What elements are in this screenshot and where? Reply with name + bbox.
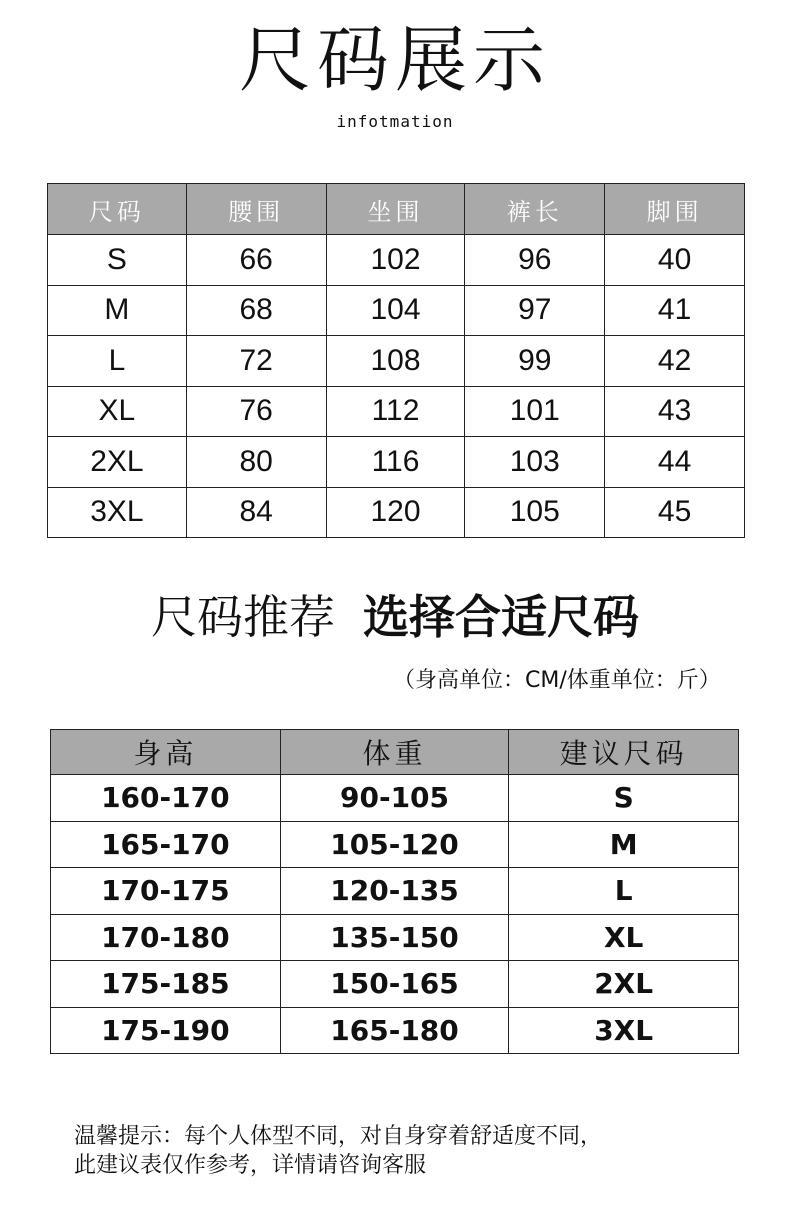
- table-cell: 105-120: [280, 821, 509, 868]
- table-row: [51, 775, 739, 822]
- table-cell: 150-165: [280, 961, 509, 1008]
- unit-note: （身高单位：CM/体重单位：斤）: [393, 668, 721, 693]
- table-cell: 175-185: [51, 961, 281, 1008]
- table-cell: S: [509, 775, 739, 822]
- recommend-title-left: 尺码推荐: [151, 590, 335, 644]
- table-cell: 42: [605, 336, 745, 387]
- recommend-header-row: [51, 730, 739, 775]
- table-cell: 112: [326, 386, 465, 437]
- table-cell: 66: [186, 235, 326, 286]
- table-cell: M: [48, 285, 187, 336]
- table-row: [51, 821, 739, 868]
- table-cell: 104: [326, 285, 465, 336]
- recommend-title: [0, 587, 790, 647]
- table-cell: S: [48, 235, 187, 286]
- table-row: [51, 1007, 739, 1054]
- table-cell: 108: [326, 336, 465, 387]
- table-row: [48, 386, 745, 437]
- page-title: 尺码展示: [238, 18, 551, 102]
- recommend-header-cell: 身高: [51, 730, 281, 775]
- table-cell: 101: [465, 386, 605, 437]
- recommend-table: [50, 729, 739, 1054]
- table-cell: 68: [186, 285, 326, 336]
- table-row: [48, 235, 745, 286]
- table-row: [51, 961, 739, 1008]
- table-cell: M: [509, 821, 739, 868]
- size-chart-header-cell: 脚围: [605, 184, 745, 235]
- recommend-header-cell: 建议尺码: [509, 730, 739, 775]
- table-cell: 99: [465, 336, 605, 387]
- table-cell: 175-190: [51, 1007, 281, 1054]
- table-row: [48, 336, 745, 387]
- table-cell: 3XL: [509, 1007, 739, 1054]
- tip-line: 此建议表仅作参考，详情请咨询客服: [74, 1153, 427, 1178]
- table-cell: 170-175: [51, 868, 281, 915]
- table-row: [51, 914, 739, 961]
- table-cell: 116: [326, 437, 465, 488]
- table-row: [51, 868, 739, 915]
- table-cell: 45: [605, 487, 745, 538]
- table-cell: 96: [465, 235, 605, 286]
- table-cell: 120: [326, 487, 465, 538]
- size-chart-header-row: [48, 184, 745, 235]
- page-subtitle: infotmation: [336, 112, 454, 131]
- size-chart-header-cell: 尺码: [48, 184, 187, 235]
- table-cell: 43: [605, 386, 745, 437]
- table-cell: 160-170: [51, 775, 281, 822]
- table-cell: L: [48, 336, 187, 387]
- table-cell: XL: [48, 386, 187, 437]
- table-cell: 84: [186, 487, 326, 538]
- table-cell: 2XL: [48, 437, 187, 488]
- recommend-title-right: 选择合适尺码: [363, 590, 639, 644]
- table-cell: XL: [509, 914, 739, 961]
- size-chart-header-cell: 腰围: [186, 184, 326, 235]
- recommend-header-cell: 体重: [280, 730, 509, 775]
- size-chart-header-cell: 裤长: [465, 184, 605, 235]
- size-chart-header-cell: 坐围: [326, 184, 465, 235]
- table-cell: 41: [605, 285, 745, 336]
- table-cell: 102: [326, 235, 465, 286]
- table-cell: 80: [186, 437, 326, 488]
- tip-line: 温馨提示：每个人体型不同，对自身穿着舒适度不同，: [74, 1124, 603, 1149]
- table-cell: 3XL: [48, 487, 187, 538]
- table-cell: 103: [465, 437, 605, 488]
- table-cell: 135-150: [280, 914, 509, 961]
- table-cell: L: [509, 868, 739, 915]
- table-row: [48, 437, 745, 488]
- table-cell: 97: [465, 285, 605, 336]
- size-chart-table: [47, 183, 745, 538]
- table-cell: 170-180: [51, 914, 281, 961]
- table-cell: 72: [186, 336, 326, 387]
- table-cell: 44: [605, 437, 745, 488]
- table-row: [48, 285, 745, 336]
- tip-text: [74, 1122, 764, 1180]
- table-cell: 165-170: [51, 821, 281, 868]
- table-cell: 120-135: [280, 868, 509, 915]
- table-cell: 76: [186, 386, 326, 437]
- table-cell: 90-105: [280, 775, 509, 822]
- table-row: [48, 487, 745, 538]
- table-cell: 165-180: [280, 1007, 509, 1054]
- table-cell: 40: [605, 235, 745, 286]
- table-cell: 105: [465, 487, 605, 538]
- table-cell: 2XL: [509, 961, 739, 1008]
